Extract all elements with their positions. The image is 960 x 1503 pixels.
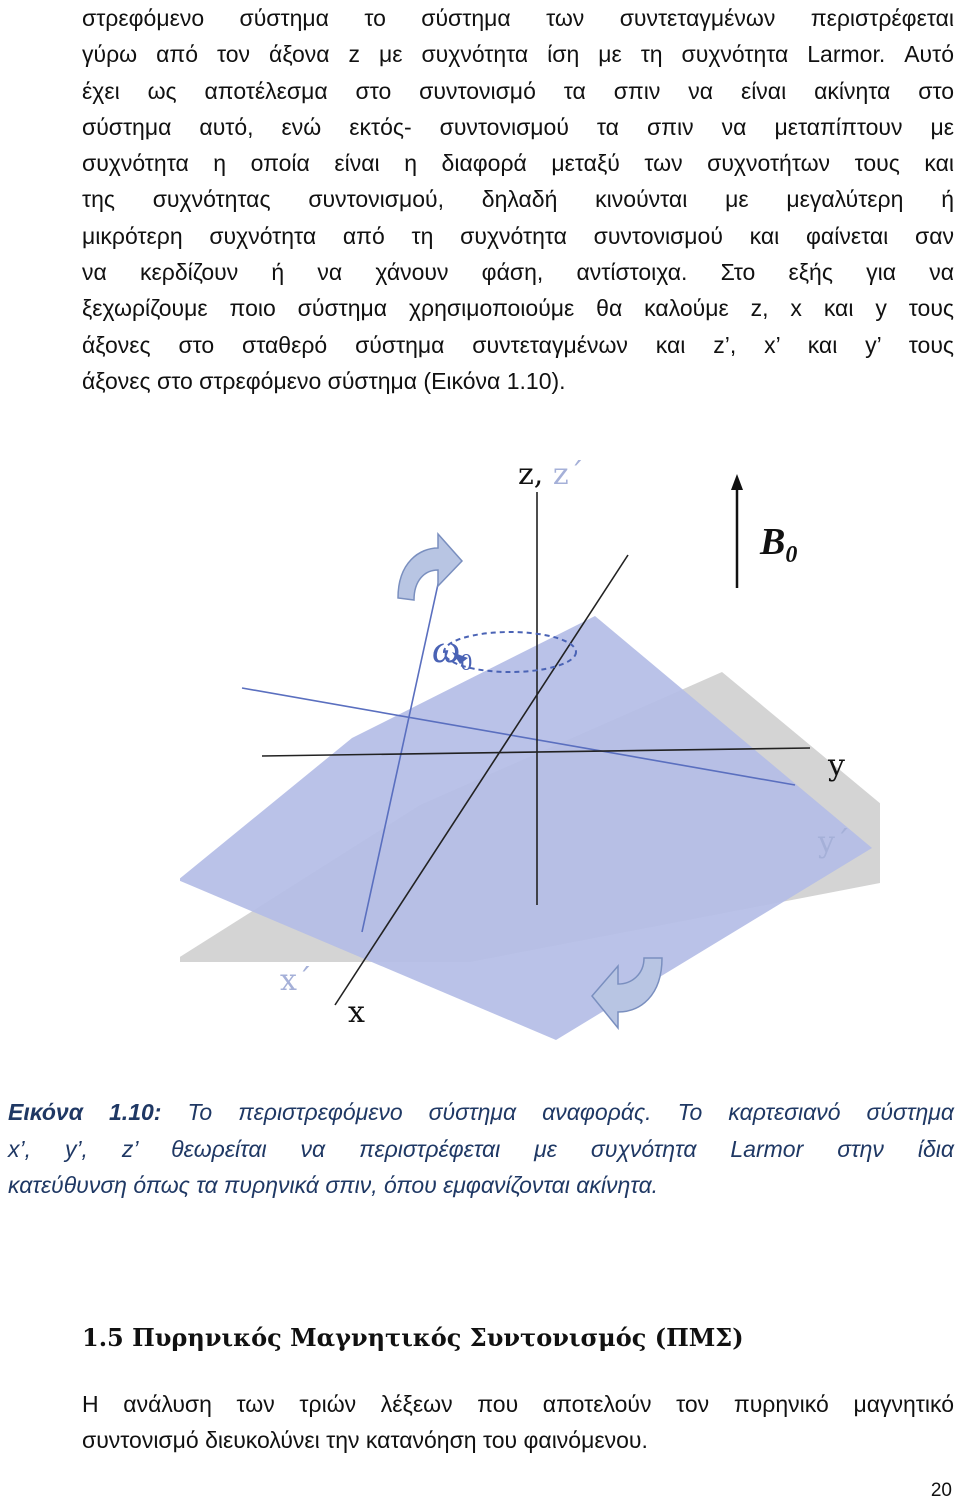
x-prime-axis-label: x´ bbox=[280, 963, 312, 998]
section-heading: 1.5 Πυρηνικός Μαγνητικός Συντονισμός (ΠΜΣ) bbox=[82, 1323, 744, 1352]
caption-label: Εικόνα 1.10: bbox=[8, 1099, 162, 1125]
body-line: της συχνότητας συντονισμού, δηλαδή κινούνται με μεγαλύτερη ή bbox=[82, 186, 954, 213]
body-line: συχνότητα η οποία είναι η διαφορά μεταξύ των συχνοτήτων τους και bbox=[82, 150, 954, 177]
b0-arrowhead bbox=[731, 474, 743, 490]
caption-text: Το περιστρεφόμενο σύστημα αναφοράς. Το καρτεσιανό σύστημα bbox=[161, 1099, 954, 1125]
page-number: 20 bbox=[930, 1480, 952, 1501]
intro-line: Η ανάλυση των τριών λέξεων που αποτελούν τον πυρηνικό μαγνητικό bbox=[82, 1391, 954, 1417]
body-line: σύστημα αυτό, ενώ εκτός- συντονισμού τα σπιν να μεταπίπτουν με bbox=[82, 113, 954, 140]
b0-label: $B_0$ bbox=[760, 521, 798, 568]
z-prime-axis-label: z´ bbox=[552, 457, 584, 492]
omega-label: $\omega_0$ bbox=[432, 626, 473, 676]
intro-paragraph bbox=[82, 1386, 954, 1459]
z-axis-label: z, z´ bbox=[518, 457, 584, 492]
rotating-frame-figure bbox=[180, 440, 880, 1060]
body-line: στρεφόμενο σύστημα το σύστημα των συντεταγμένων περιστρέφεται bbox=[82, 5, 954, 31]
figure-caption bbox=[8, 1094, 954, 1204]
caption-line: κατεύθυνση όπως τα πυρηνικά σπιν, όπου εμφανίζονται ακίνητα. bbox=[8, 1172, 659, 1198]
rotation-arrow-top bbox=[398, 534, 462, 600]
y-prime-axis-label: y´ bbox=[818, 825, 850, 860]
caption-line: x’, y’, z’ θεωρείται να περιστρέφεται με συχνότητα Larmor στην ίδια bbox=[8, 1135, 954, 1162]
rotating-frame-diagram bbox=[180, 440, 880, 1060]
body-line: γύρω από τον άξονα z με συχνότητα ίση με τη συχνότητα Larmor. Αυτό bbox=[82, 41, 954, 68]
body-line: να κερδίζουν ή να χάνουν φάση, αντίστοιχα. Στο εξής για να bbox=[82, 259, 954, 286]
intro-line: συντονισμό διευκολύνει την κατανόηση του φαινόμενου. bbox=[82, 1427, 648, 1454]
y-axis-label: y bbox=[828, 748, 845, 783]
body-line: άξονες στο στρεφόμενο σύστημα (Εικόνα 1.10). bbox=[82, 367, 566, 394]
body-line: άξονες στο σταθερό σύστημα συντεταγμένων και z’, x’ και y’ τους bbox=[82, 331, 954, 358]
body-line: ξεχωρίζουμε ποιο σύστημα χρησιμοποιούμε θα καλούμε z, x και y τους bbox=[82, 295, 954, 322]
body-paragraph bbox=[82, 0, 954, 399]
x-axis-label: x bbox=[348, 995, 365, 1030]
body-line: έχει ως αποτέλεσμα στο συντονισμό τα σπιν να είναι ακίνητα στο bbox=[82, 77, 954, 104]
caption-line bbox=[8, 1094, 954, 1131]
body-line: μικρότερη συχνότητα από τη συχνότητα συντονισμού και φαίνεται σαν bbox=[82, 222, 954, 249]
